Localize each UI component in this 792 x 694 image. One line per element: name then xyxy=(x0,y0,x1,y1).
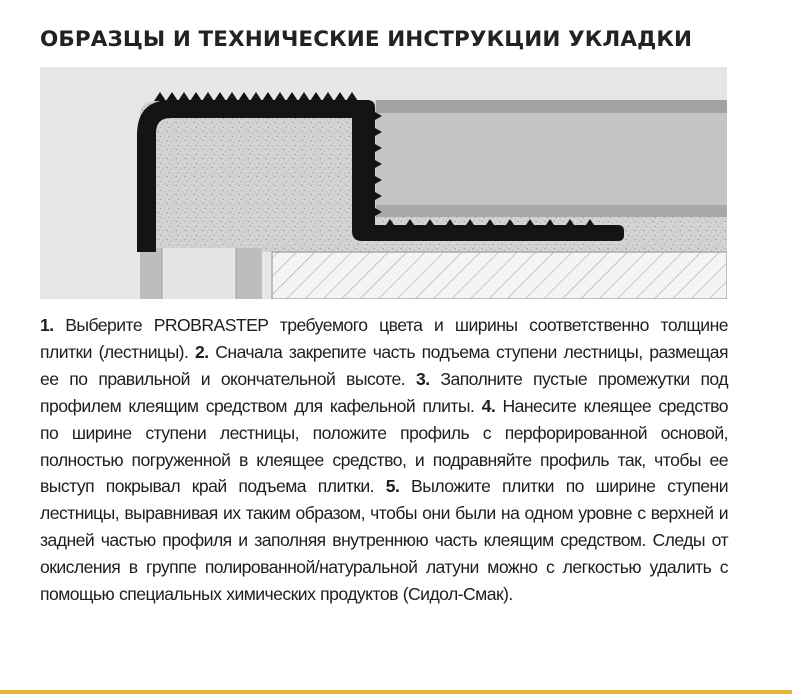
bottom-accent-rule xyxy=(0,690,792,694)
step-number-4: 4. xyxy=(481,395,496,416)
step-text-4: Нанесите клеящее средство по ширине ступени лестницы, положите профиль с перфорированной основой, полностью погруженной в клеящее средство, и подравняйте профиль так, чтобы ее выступ покрывал край подъема плитки. xyxy=(40,395,728,497)
riser-tile-face xyxy=(162,248,236,299)
step-text-3: Заполните пустые промежутки под профилем клеящим средством для кафельной плиты. xyxy=(40,368,728,416)
step-number-2: 2. xyxy=(195,341,209,362)
tread-tile-top-edge xyxy=(376,100,727,113)
page-title: ОБРАЗЦЫ И ТЕХНИЧЕСКИЕ ИНСТРУКЦИИ УКЛАДКИ xyxy=(40,27,693,52)
step-number-1: 1. xyxy=(40,315,54,335)
step-number-3: 3. xyxy=(415,368,430,389)
step-text-5: Выложите плитки по ширине ступени лестницы, выравнивая их таким образом, чтобы они были на одном уровне с верхней и задней частью профиля и заполняя внутреннюю часть клеящим средством. Следы от окисления в группе полированной/натуральной латуни можно с легкостью удалить с помощью специальных химических продуктов (Сидол-Смак). xyxy=(40,476,728,605)
concrete-base xyxy=(272,252,727,299)
installation-instructions xyxy=(40,312,728,608)
profile-installation-diagram xyxy=(40,67,727,299)
step-text-2: Сначала закрепите часть подъема ступени лестницы, размещая ее по правильной и окончательной высоте. xyxy=(40,341,728,389)
tread-tile-bottom-edge xyxy=(376,205,727,217)
step-number-5: 5. xyxy=(385,476,400,497)
step-text-1: Выберите PROBRASTEP требуемого цвета и ширины соответственно толщине плитки (лестницы). xyxy=(40,315,728,362)
profile-serrated-top xyxy=(154,92,358,101)
